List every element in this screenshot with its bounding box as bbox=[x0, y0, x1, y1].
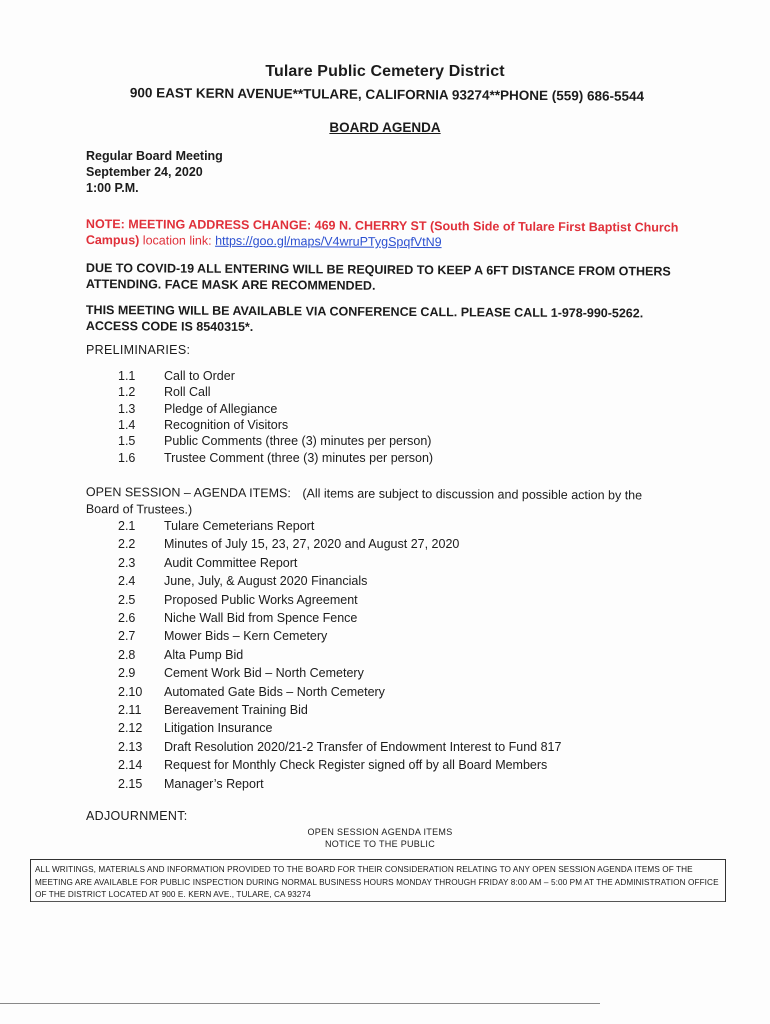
agenda-item-text: Minutes of July 15, 23, 27, 2020 and August 27, 2020 bbox=[164, 537, 460, 552]
agenda-item-text: Mower Bids – Kern Cemetery bbox=[164, 629, 328, 644]
location-link-label: location link: bbox=[142, 233, 212, 248]
agenda-item-text: Audit Committee Report bbox=[164, 555, 298, 570]
agenda-item-number: 1.5 bbox=[118, 434, 136, 449]
agenda-item-number: 2.10 bbox=[118, 684, 143, 699]
note-text: NOTE: MEETING ADDRESS CHANGE: 469 N. CHERRY ST (South Side of Tulare First Baptist Church Campus) bbox=[85, 216, 679, 248]
preliminaries-label: PRELIMINARIES: bbox=[86, 343, 191, 357]
agenda-item-number: 1.3 bbox=[118, 401, 136, 416]
agenda-item-number: 2.14 bbox=[118, 758, 143, 773]
agenda-item-text: Tulare Cemeterians Report bbox=[164, 519, 315, 533]
agenda-item-text: Roll Call bbox=[164, 385, 211, 400]
agenda-item-number: 2.6 bbox=[118, 611, 136, 625]
address-change-note bbox=[86, 216, 686, 252]
agenda-item-text: Proposed Public Works Agreement bbox=[164, 592, 358, 607]
agenda-item-text: Pledge of Allegiance bbox=[164, 401, 278, 416]
conference-call-notice: THIS MEETING WILL BE AVAILABLE VIA CONFERENCE CALL. PLEASE CALL 1-978-990-5262. ACCESS CODE IS 8540315*. bbox=[85, 302, 644, 335]
scan-edge-line bbox=[0, 1003, 600, 1004]
agenda-item-number: 1.6 bbox=[118, 450, 136, 465]
agenda-item-number: 1.1 bbox=[118, 369, 136, 383]
agenda-item-text: Request for Monthly Check Register signed off by all Board Members bbox=[164, 758, 548, 773]
meeting-info bbox=[86, 148, 223, 196]
agenda-item-text: Alta Pump Bid bbox=[164, 647, 244, 662]
open-session-header bbox=[86, 484, 676, 522]
agenda-item-number: 1.4 bbox=[118, 417, 136, 432]
agenda-item-text: Trustee Comment (three (3) minutes per person) bbox=[164, 450, 434, 465]
adjournment-label: ADJOURNMENT: bbox=[86, 809, 188, 823]
disclaimer-box bbox=[30, 859, 726, 902]
agenda-item-number: 1.2 bbox=[118, 385, 136, 400]
agenda-item-number: 2.9 bbox=[118, 666, 136, 681]
agenda-item-number: 2.8 bbox=[118, 647, 136, 662]
agenda-item-text: Automated Gate Bids – North Cemetery bbox=[164, 684, 385, 699]
public-inspection-disclaimer: ALL WRITINGS, MATERIALS AND INFORMATION PROVIDED TO THE BOARD FOR THEIR CONSIDERATION RELATING TO ANY OPEN SESSION AGENDA ITEMS OF THE MEETING ARE AVAILABLE FOR PUBLIC INSPECTION DURING NORMAL BUSINESS HOURS MONDAY THROUGH FRIDAY 8:00 AM – 5:00 PM AT THE ADMINISTRATION OFFICE OF THE DISTRICT LOCATED AT 900 E. KERN AVE., TULARE, CA 93274 bbox=[35, 865, 719, 899]
agenda-item-text: Call to Order bbox=[164, 369, 235, 383]
agenda-item-number: 2.2 bbox=[118, 537, 136, 552]
agenda-item-number: 2.12 bbox=[118, 721, 143, 736]
agenda-item-number: 2.3 bbox=[118, 555, 136, 570]
agenda-heading: BOARD AGENDA bbox=[329, 120, 441, 135]
agenda-item-text: Manager’s Report bbox=[164, 776, 264, 791]
meeting-type: Regular Board Meeting bbox=[86, 149, 223, 163]
agenda-item-number: 2.4 bbox=[118, 574, 136, 589]
disclaimer-divider bbox=[31, 901, 725, 902]
agenda-item-text: Cement Work Bid – North Cemetery bbox=[164, 666, 364, 681]
agenda-item-text: Bereavement Training Bid bbox=[164, 703, 308, 717]
agenda-item-text: June, July, & August 2020 Financials bbox=[164, 574, 368, 589]
meeting-time: 1:00 P.M. bbox=[86, 181, 139, 195]
agenda-item-number: 2.11 bbox=[118, 703, 142, 717]
agenda-item-number: 2.15 bbox=[118, 776, 143, 791]
district-title: Tulare Public Cemetery District bbox=[265, 63, 505, 80]
meeting-date: September 24, 2020 bbox=[86, 165, 203, 179]
agenda-item-text: Niche Wall Bid from Spence Fence bbox=[164, 611, 358, 625]
covid-notice: DUE TO COVID-19 ALL ENTERING WILL BE REQUIRED TO KEEP A 6FT DISTANCE FROM OTHERS ATTENDING. FACE MASK ARE RECOMMENDED. bbox=[85, 260, 671, 293]
district-address: 900 EAST KERN AVENUE**TULARE, CALIFORNIA 93274**PHONE (559) 686-5544 bbox=[129, 85, 645, 104]
agenda-item-text: Public Comments (three (3) minutes per person) bbox=[164, 434, 432, 449]
agenda-item-text: Draft Resolution 2020/21-2 Transfer of Endowment Interest to Fund 817 bbox=[164, 739, 562, 754]
open-session-label: OPEN SESSION – AGENDA ITEMS: bbox=[85, 484, 291, 501]
footer-notice-line2: NOTICE TO THE PUBLIC bbox=[324, 839, 436, 849]
agenda-item-number: 2.7 bbox=[118, 629, 136, 644]
open-session-note: (All items are subject to discussion and possible action by the Board of Trustees.) bbox=[85, 486, 643, 517]
agenda-item-text: Litigation Insurance bbox=[164, 721, 273, 736]
agenda-item-number: 2.1 bbox=[118, 519, 136, 533]
agenda-item-text: Recognition of Visitors bbox=[164, 417, 289, 432]
location-link[interactable]: https://goo.gl/maps/V4wruPTygSpqfVtN9 bbox=[215, 233, 442, 250]
agenda-item-number: 2.5 bbox=[118, 592, 136, 607]
footer-notice-line1: OPEN SESSION AGENDA ITEMS bbox=[307, 827, 453, 837]
agenda-item-number: 2.13 bbox=[118, 739, 143, 754]
